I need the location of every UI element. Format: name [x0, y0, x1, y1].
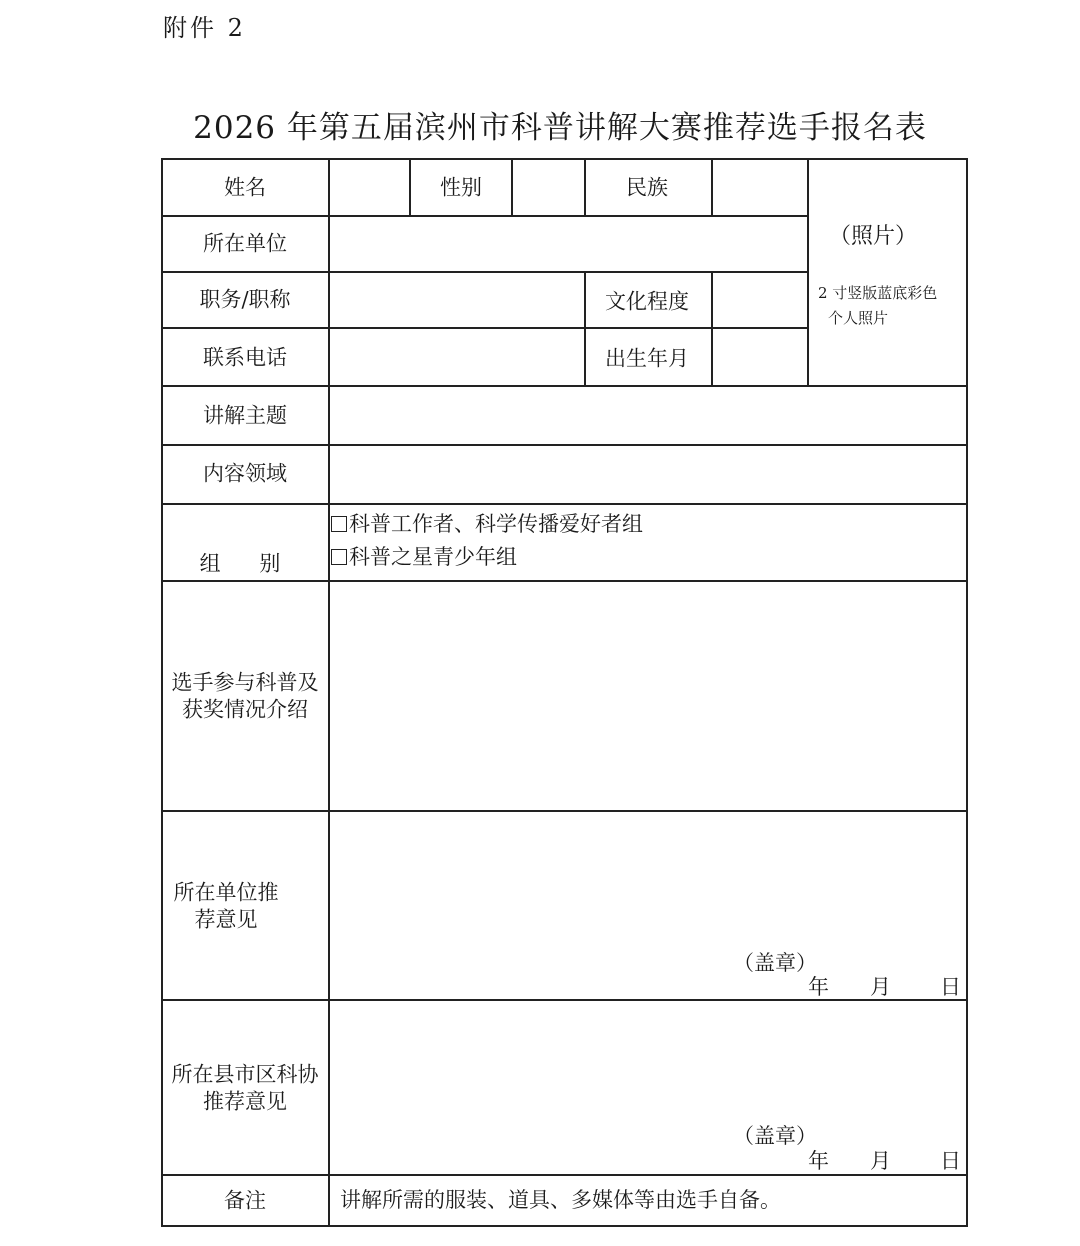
col-line-mid-left — [584, 158, 586, 216]
county-recommend-label: 所在县市区科协推荐意见 — [171, 1062, 319, 1114]
remark-text: 讲解所需的服装、道具、多媒体等由选手自备。 — [340, 1188, 781, 1212]
date-month-1: 月 — [870, 975, 891, 999]
group-label: 组 别 — [199, 551, 297, 576]
unit-field[interactable] — [330, 217, 807, 271]
name-label: 姓名 — [224, 175, 266, 200]
group-option-1-text: 科普工作者、科学传播爱好者组 — [349, 512, 643, 536]
attachment-label: 附件 2 — [163, 14, 246, 42]
photo-note-line1: 2 寸竖版蓝底彩色 — [818, 284, 938, 302]
name-field[interactable] — [330, 160, 409, 215]
date-month-2: 月 — [870, 1149, 891, 1173]
date-day-1: 日 — [940, 975, 961, 999]
photo-area[interactable] — [809, 160, 966, 385]
ethnicity-field[interactable] — [713, 160, 807, 215]
phone-label: 联系电话 — [203, 345, 287, 370]
table-border-bottom — [161, 1225, 968, 1227]
education-field[interactable] — [713, 273, 807, 327]
remark-label: 备注 — [224, 1188, 266, 1213]
photo-label: （照片） — [828, 223, 918, 249]
group-option-2-text: 科普之星青少年组 — [349, 545, 517, 569]
col-line-mid-left-2 — [584, 271, 586, 386]
unit-label: 所在单位 — [203, 231, 287, 256]
ethnicity-label: 民族 — [626, 175, 668, 200]
position-field[interactable] — [330, 273, 584, 327]
date-day-2: 日 — [940, 1149, 961, 1173]
unit-recommend-field[interactable] — [330, 812, 966, 999]
field-field[interactable] — [330, 446, 966, 503]
group-option-1[interactable] — [331, 512, 643, 537]
checkbox-icon — [331, 549, 347, 565]
row-line-10 — [161, 1174, 968, 1176]
topic-label: 讲解主题 — [203, 403, 287, 428]
photo-note-line2: 个人照片 — [828, 309, 889, 327]
gender-field[interactable] — [513, 160, 584, 215]
topic-field[interactable] — [330, 387, 966, 444]
group-option-2[interactable] — [331, 545, 517, 570]
position-label: 职务/职称 — [199, 287, 291, 312]
unit-recommend-label: 所在单位推荐意见 — [173, 880, 279, 932]
col-line-gender-left — [409, 158, 411, 216]
gender-label: 性别 — [440, 175, 482, 200]
date-year-2: 年 — [808, 1149, 829, 1173]
row-line-6 — [161, 503, 968, 505]
table-border-right — [966, 158, 968, 1227]
stamp-label-2: （盖章） — [733, 1124, 817, 1148]
field-label: 内容领域 — [203, 461, 287, 486]
checkbox-icon — [331, 516, 347, 532]
form-title: 2026 年第五届滨州市科普讲解大赛推荐选手报名表 — [193, 110, 927, 146]
education-label: 文化程度 — [605, 289, 689, 314]
stamp-label-1: （盖章） — [733, 951, 817, 975]
phone-field[interactable] — [330, 329, 584, 385]
date-year-1: 年 — [808, 975, 829, 999]
birth-label: 出生年月 — [605, 346, 689, 371]
intro-label: 选手参与科普及获奖情况介绍 — [171, 670, 319, 722]
intro-field[interactable] — [330, 582, 966, 810]
birth-field[interactable] — [713, 329, 807, 385]
